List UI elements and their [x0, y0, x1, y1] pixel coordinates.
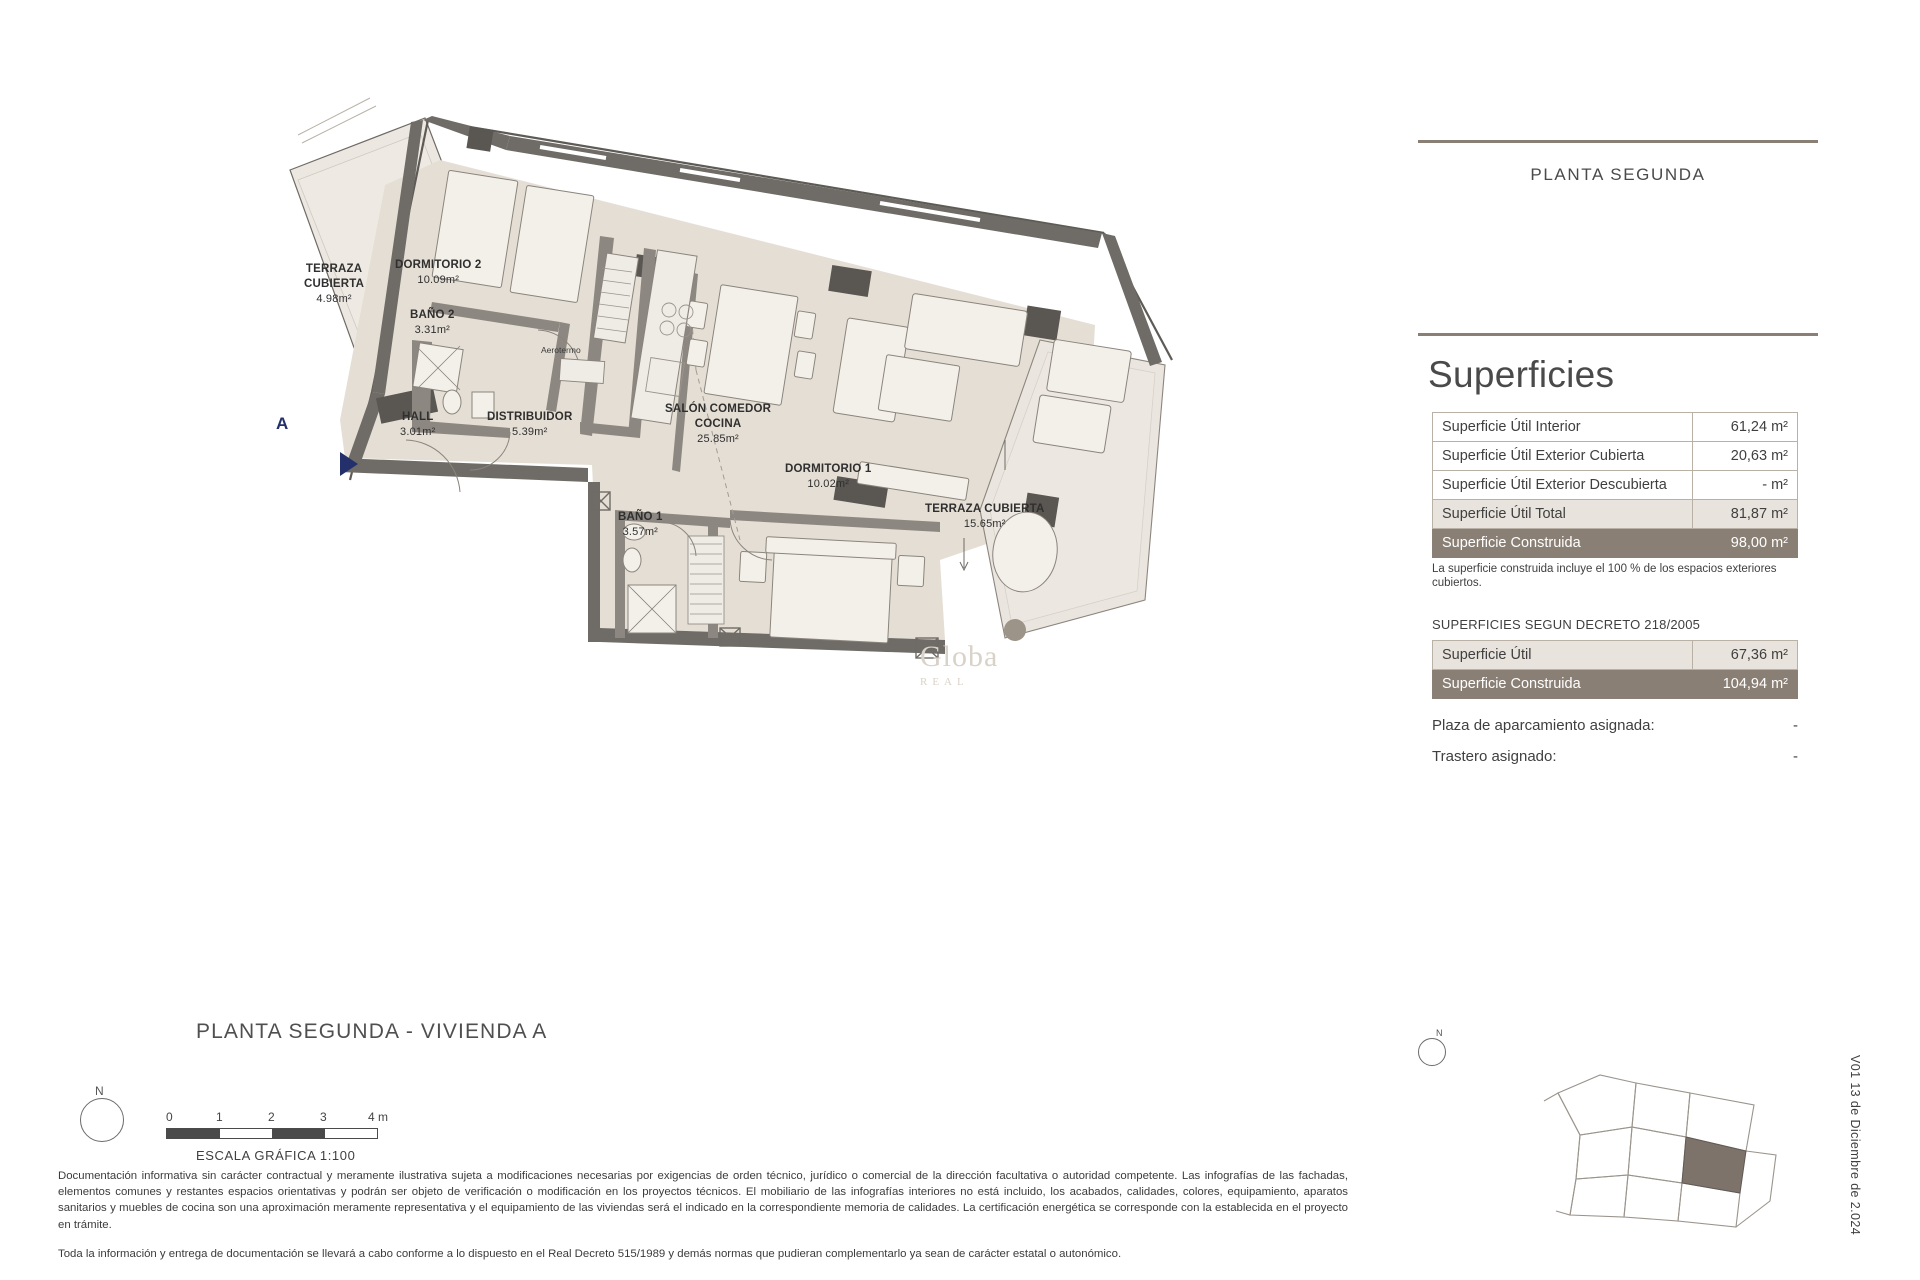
table-row: [1433, 500, 1798, 529]
plan-caption: PLANTA SEGUNDA - VIVIENDA A: [196, 1020, 548, 1043]
surface-value: - m²: [1693, 471, 1798, 500]
decreto-table: [1432, 640, 1798, 699]
decreto-heading: SUPERFICIES SEGUN DECRETO 218/2005: [1432, 616, 1701, 632]
surface-value: 81,87 m²: [1693, 500, 1798, 529]
north-circle-icon: [1418, 1038, 1446, 1066]
room-label-dormitorio-1: DORMITORIO 1 10.02m²: [785, 463, 872, 491]
surfaces-note: La superficie construida incluye el 100 % de los espacios exteriores cubiertos.: [1432, 563, 1777, 590]
table-row: [1433, 669, 1798, 698]
scale-tick-4: 4 m: [368, 1110, 389, 1124]
surface-value: 67,36 m²: [1693, 640, 1798, 669]
scale-ticks: [166, 1110, 416, 1125]
surface-label: Superficie Construida: [1433, 529, 1693, 558]
storage-label: Trastero asignado:: [1432, 747, 1557, 765]
table-row: [1433, 529, 1798, 558]
surface-label: Superficie Útil: [1433, 640, 1693, 669]
surface-label: Superficie Útil Exterior Descubierta: [1433, 471, 1693, 500]
surfaces-heading: Superficies: [1428, 354, 1615, 395]
watermark: Globa REAL: [920, 640, 999, 688]
surface-value: 20,63 m²: [1693, 442, 1798, 471]
surfaces-table: [1432, 412, 1798, 558]
room-label-bano-2: BAÑO 2 3.31m²: [410, 309, 455, 337]
table-row: [1433, 413, 1798, 442]
scale-tick-2: 2: [268, 1110, 275, 1124]
surfaces-panel: [1418, 140, 1818, 765]
north-letter: N: [95, 1084, 104, 1098]
table-row: [1433, 640, 1798, 669]
floor-title: PLANTA SEGUNDA: [1530, 165, 1706, 184]
parking-label: Plaza de aparcamiento asignada:: [1432, 716, 1655, 734]
table-row: [1433, 442, 1798, 471]
surface-label: Superficie Útil Exterior Cubierta: [1433, 442, 1693, 471]
north-arrow-icon: [80, 1098, 124, 1142]
room-label-terraza-cubierta-2: TERRAZA CUBIERTA 15.65m²: [925, 503, 1045, 531]
storage-assignment: [1432, 748, 1798, 765]
surface-value: 98,00 m²: [1693, 529, 1798, 558]
room-label-hall: HALL 3.01m²: [400, 411, 436, 439]
legal-paragraph-1: Documentación informativa sin carácter contractual y meramente ilustrativa sujeta a modificaciones necesarias por exigencias de orden técnico, jurídico o comercial de la dirección facultativa o autoridad competente. Las infografías de las fachadas, elementos comunes y restantes espacios orientativas y podrán ser objeto de verificación o modificación en los proyectos técnicos. El mobiliario de las infografías interiores no está incluido, los acabados, calidades, colores, equipamiento, aparatos sanitarios y muebles de cocina son una aproximación meramente representativa y el equipamiento de las viviendas será el indicado en la correspondiente memoria de calidades. La certificación energética se corresponde con la establecida en el proyecto en trámite.: [58, 1170, 1348, 1231]
north-indicator-small: [1418, 1030, 1458, 1070]
storage-value: -: [1793, 747, 1798, 765]
room-label-salon-comedor-cocina: SALÓN COMEDOR COCINA 25.85m²: [665, 403, 772, 446]
parking-assignment: [1432, 717, 1798, 734]
surface-label: Superficie Construida: [1433, 669, 1693, 698]
scale-tick-1: 1: [216, 1110, 223, 1124]
floor-plan: [40, 40, 1380, 960]
surface-value: 61,24 m²: [1693, 413, 1798, 442]
parking-value: -: [1793, 716, 1798, 734]
scale-bar-group: [166, 1110, 416, 1163]
version-label: V01 13 de Diciembre de 2.024: [1848, 1055, 1862, 1236]
room-label-bano-1: BAÑO 1 3.57m²: [618, 511, 663, 539]
surface-label: Superficie Útil Interior: [1433, 413, 1693, 442]
legal-paragraph-2: Toda la información y entrega de documentación se llevará a cabo conforme a lo dispuesto en el Real Decreto 515/1989 y demás normas que pudieran complementarlo ya sean de carácter estatal o autonómico.: [58, 1247, 1122, 1260]
north-letter-small: N: [1436, 1028, 1443, 1038]
surface-value: 104,94 m²: [1693, 669, 1798, 698]
scale-tick-3: 3: [320, 1110, 327, 1124]
entry-letter-a: A: [276, 414, 289, 433]
room-label-dormitorio-2: DORMITORIO 2 10.09m²: [395, 259, 482, 287]
key-plan-diagram: [1540, 1055, 1825, 1245]
scale-label: ESCALA GRÁFICA 1:100: [196, 1148, 356, 1163]
scale-bar: [166, 1128, 378, 1139]
surface-label: Superficie Útil Total: [1433, 500, 1693, 529]
scale-tick-0: 0: [166, 1110, 173, 1124]
legal-text: [58, 1168, 1348, 1262]
aerotermo-label: Aerotermo: [541, 345, 581, 355]
room-label-distribuidor: DISTRIBUIDOR 5.39m²: [487, 411, 573, 439]
table-row: [1433, 471, 1798, 500]
room-label-terraza-cubierta-1: TERRAZA CUBIERTA 4.98m²: [304, 263, 365, 306]
